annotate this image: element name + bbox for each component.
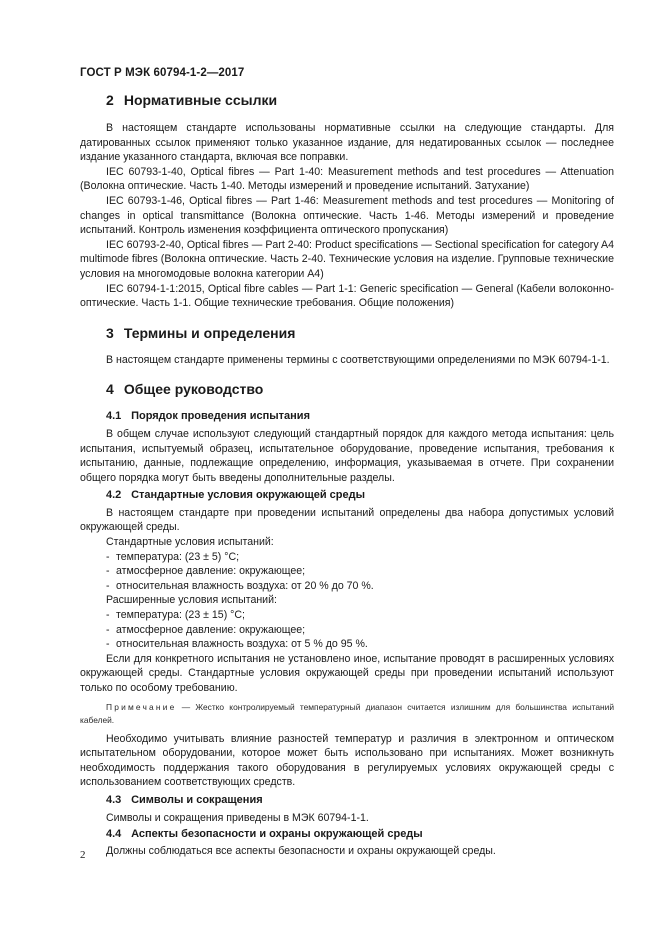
- list-item-text: атмосферное давление: окружающее;: [116, 565, 306, 578]
- section-2-intro: В настоящем стандарте использованы нормативные ссылки на следующие стандарты. Для датированных ссылок применяют только указанное издание, для недатированных ссылок — последнее издание указанного стандарта, включая все поправки.: [80, 122, 614, 164]
- note: [80, 701, 614, 727]
- normative-reference: IEC 60793-1-46, Optical fibres — Part 1-46: Measurement methods and test procedures — Monitoring of changes in optical transmittance (Волокна оптические. Часть 1-46. Методы измерений и проведение испытаний. Контроль изменения коэффициента оптического пропускания): [80, 194, 614, 237]
- subsection-4-1-heading: [80, 409, 614, 424]
- subsection-title: Порядок проведения испытания: [131, 410, 310, 423]
- subsection-title: Аспекты безопасности и охраны окружающей среды: [131, 828, 423, 841]
- subsection-4-2-closing: Необходимо учитывать влияние разностей температур и различия в электронном и оптическом испытательном оборудовании, которое может быть использовано при испытаниях. Может возникнуть необходимость поддержания такого оборудования в регулируемых условиях окружающей среды с использованием соответствующих средств.: [80, 732, 614, 789]
- note-label: Примечание: [106, 701, 177, 712]
- subsection-4-3-heading: [80, 793, 614, 808]
- normative-reference: IEC 60793-2-40, Optical fibres — Part 2-40: Product specifications — Sectional specification for category A4 multimode fibres (Волокна оптические. Часть 2-40. Технические условия на изделие. Групповые технические условия на многомодовые волокна категории А4): [80, 238, 614, 280]
- subsection-number: 4.1: [106, 410, 122, 423]
- subsection-4-1-text: В общем случае используют следующий стандартный порядок для каждого метода испытания: цель испытания, испытуемый образец, испытательное оборудование, проведение испытания, требования к испытанию, данные, подлежащие определению, информация, указываемая в отчете. При сохранении общего порядка могут быть введены дополнительные разделы.: [80, 427, 614, 484]
- subsection-4-2-heading: [80, 488, 614, 503]
- extended-conditions-label: Расширенные условия испытаний:: [106, 594, 277, 607]
- page-content: [80, 92, 614, 858]
- section-number: 3: [106, 324, 114, 341]
- list-item-text: температура: (23 ± 5) °С;: [116, 550, 240, 563]
- section-3-text: В настоящем стандарте применены термины с соответствующими определениями по МЭК 60794-1-1.: [106, 353, 610, 366]
- section-4-heading: [80, 381, 614, 397]
- list-item: - температура: (23 ± 15) °С;: [106, 609, 246, 622]
- section-title: Общее руководство: [123, 381, 264, 398]
- subsection-4-3-text: Символы и сокращения приведены в МЭК 60794-1-1.: [106, 811, 369, 824]
- standard-conditions-label: Стандартные условия испытаний:: [106, 536, 274, 549]
- list-item: - относительная влажность воздуха: от 5 % до 95 %.: [106, 638, 368, 651]
- subsection-title: Стандартные условия окружающей среды: [131, 489, 365, 502]
- subsection-4-2-after: Если для конкретного испытания не установлено иное, испытание проводят в расширенных условиях окружающей среды. Стандартные условия окружающей среды при проведении испытаний используют только по особому требованию.: [80, 652, 614, 694]
- subsection-4-2-intro: В настоящем стандарте при проведении испытаний определены два набора допустимых условий окружающей среды.: [80, 506, 614, 534]
- standard-header: ГОСТ Р МЭК 60794-1-2—2017: [80, 67, 245, 79]
- list-item: - температура: (23 ± 5) °С;: [106, 550, 240, 563]
- section-2-heading: [80, 92, 614, 108]
- normative-reference: IEC 60794-1-1:2015, Optical fibre cables — Part 1-1: Generic specification — General (Кабели волоконно-оптические. Часть 1-1. Общие технические требования. Общие положения): [80, 282, 614, 310]
- section-3-heading: [80, 325, 614, 341]
- subsection-title: Символы и сокращения: [131, 793, 263, 806]
- subsection-number: 4.3: [106, 793, 122, 806]
- page-number: 2: [80, 849, 86, 861]
- list-item: - относительная влажность воздуха: от 20 % до 70 %.: [106, 579, 374, 592]
- subsection-number: 4.2: [106, 489, 122, 502]
- list-item-text: атмосферное давление: окружающее;: [116, 623, 306, 636]
- list-item-text: относительная влажность воздуха: от 5 % до 95 %.: [116, 638, 368, 651]
- list-item: - атмосферное давление: окружающее;: [106, 623, 306, 636]
- list-item: - атмосферное давление: окружающее;: [106, 565, 306, 578]
- section-title: Термины и определения: [123, 324, 296, 341]
- subsection-number: 4.4: [106, 828, 122, 841]
- section-number: 4: [106, 381, 114, 398]
- note-text: — Жестко контролируемый температурный диапазон считается излишним для большинства испытаний кабелей.: [80, 701, 614, 725]
- section-number: 2: [106, 92, 114, 108]
- list-item-text: относительная влажность воздуха: от 20 % до 70 %.: [116, 579, 374, 592]
- subsection-4-4-text: Должны соблюдаться все аспекты безопасности и охраны окружающей среды.: [106, 844, 496, 857]
- section-title: Нормативные ссылки: [123, 92, 278, 108]
- list-item-text: температура: (23 ± 15) °С;: [116, 609, 246, 622]
- subsection-4-4-heading: [80, 827, 614, 842]
- normative-reference: IEC 60793-1-40, Optical fibres — Part 1-40: Measurement methods and test procedures — Attenuation (Волокна оптические. Часть 1-40. Методы измерений и проведение испытаний. Затухание): [80, 165, 614, 193]
